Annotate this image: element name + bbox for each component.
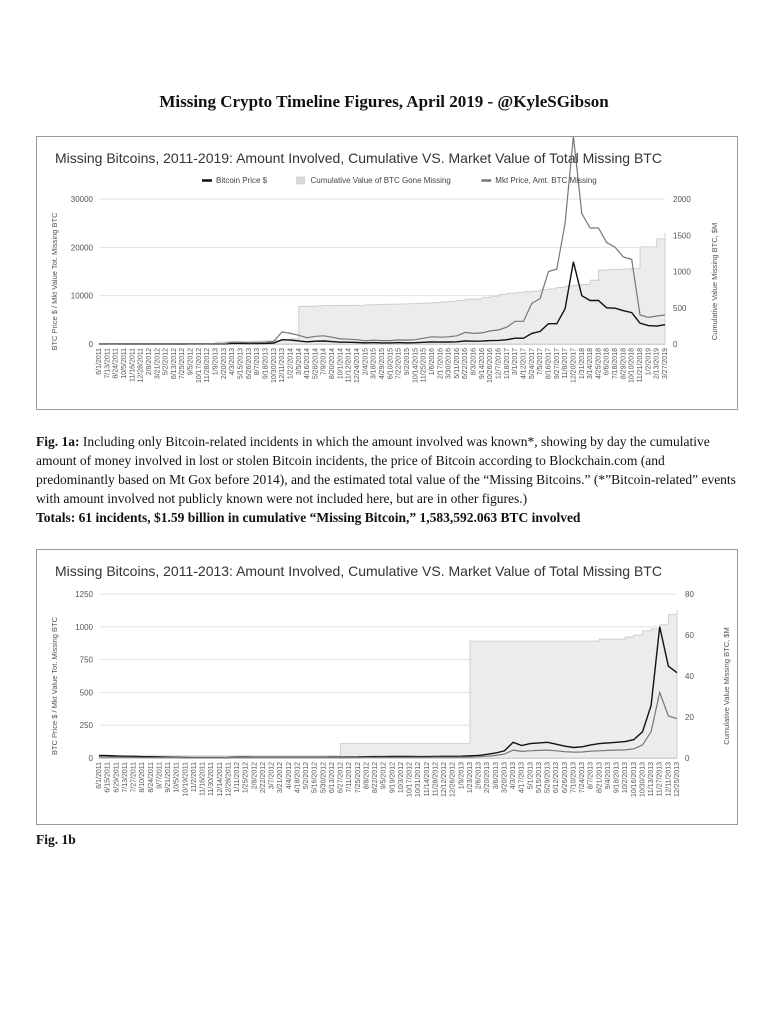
x-tick-label: 11/8/2017 [562,348,570,379]
x-tick-label: 1/25/2012 [242,762,250,794]
x-tick-label: 6/1/2011 [96,762,103,789]
x-tick-label: 1/2/2019 [645,348,653,376]
legend-label: Bitcoin Price $ [216,176,268,185]
x-tick-label: 3/14/2018 [587,348,595,380]
y2-axis-title: Cumulative Value Missing BTC, $M [710,222,719,341]
x-tick-label: 6/27/2012 [337,762,345,794]
x-tick-label: 9/5/2012 [187,348,195,376]
x-tick-label: 6/29/2011 [113,762,121,793]
x-tick-label: 3/30/2016 [445,348,453,380]
x-tick-label: 1/18/2017 [503,348,511,380]
x-tick-label: 5/15/2013 [237,348,245,380]
y2-axis-title: Cumulative Value Missing BTC, $M [722,627,731,745]
x-tick-label: 11/16/2011 [199,762,207,796]
fig1a-caption-text: Including only Bitcoin-related incidents in which the amount involved was known*, showing by day the cumulative amount of money involved in lost or stolen Bitcoin incidents, the price of Bitcoin according to Blockchain.com (and predominantly based on Mt Gox before 2014), and the estimated total value of the “Missing Bitcoins.” (*”Bitcoin-related” events with amount involved not publicly known were not included here, but are in other figures.) [36,434,736,506]
y2-tick-label: 20 [685,713,694,722]
x-tick-label: 5/1/2013 [527,762,535,790]
x-tick-label: 12/11/2013 [279,348,287,383]
y-tick-label: 30000 [70,195,93,204]
x-tick-label: 1/9/2013 [212,348,220,376]
x-tick-label: 11/12/2014 [345,348,353,383]
x-tick-label: 4/3/2013 [229,348,237,376]
x-tick-label: 8/24/2011 [147,762,155,793]
x-tick-label: 10/5/2011 [120,348,128,379]
x-tick-label: 2/20/2013 [220,348,228,380]
x-tick-label: 1/6/2016 [428,348,436,376]
x-tick-label: 4/4/2012 [285,762,293,790]
x-tick-label: 12/24/2014 [354,348,362,384]
x-tick-label: 8/21/2013 [596,762,604,794]
x-tick-label: 1/23/2013 [466,762,474,794]
legend-label: Cumulative Value of BTC Gone Missing [310,176,451,185]
x-tick-label: 4/29/2015 [379,348,386,380]
x-tick-label: 10/10/2018 [628,348,636,384]
x-tick-label: 8/7/2013 [254,348,262,376]
x-tick-label: 7/11/2012 [346,762,354,793]
y-tick-label: 1000 [75,622,93,632]
x-tick-label: 7/9/2014 [320,348,328,376]
x-tick-label: 2/22/2012 [259,762,267,794]
x-tick-label: 6/6/2018 [603,348,611,376]
x-tick-label: 5/28/2014 [312,348,320,380]
x-tick-label: 3/21/2012 [277,762,285,794]
x-tick-label: 12/20/2017 [570,348,578,384]
x-tick-label: 2/13/2019 [653,348,661,380]
x-tick-label: 8/7/2013 [587,762,595,790]
x-tick-label: 12/12/2012 [441,762,449,798]
x-tick-label: 11/30/2011 [208,762,216,796]
x-tick-label: 1/31/2018 [578,348,586,380]
x-tick-label: 8/20/2014 [329,348,337,380]
x-tick-label: 6/26/2013 [561,762,569,794]
y2-tick-label: 40 [685,672,694,681]
x-tick-label: 10/30/2013 [270,348,278,384]
x-tick-label: 9/21/2011 [165,762,173,793]
x-tick-label: 3/27/2019 [662,348,669,380]
y-tick-label: 500 [79,688,93,698]
x-tick-label: 7/13/2011 [104,348,112,379]
x-tick-label: 6/1/2011 [96,348,103,375]
legend-label: Mkt Price, Amt. BTC Missing [495,176,597,185]
x-tick-label: 4/18/2012 [294,762,302,794]
x-tick-label: 10/19/2011 [182,762,190,797]
x-tick-label: 8/16/2017 [545,348,553,380]
y-axis-title: BTC Price $ / Mkt Value Tot. Missing BTC [50,212,59,351]
chart-title: Missing Bitcoins, 2011-2019: Amount Involved, Cumulative VS. Market Value of Total Missing BTC [55,150,662,166]
x-tick-label: 12/28/2011 [137,348,145,383]
x-tick-label: 2/6/2013 [475,762,483,790]
x-tick-label: 10/31/2012 [415,762,423,798]
x-tick-label: 8/10/2011 [139,762,147,793]
x-tick-label: 8/22/2012 [372,762,380,794]
chart-frame-fig1a [36,136,738,410]
x-tick-label: 12/28/2011 [225,762,233,797]
y-tick-label: 0 [88,754,93,763]
x-tick-label: 7/25/2012 [354,762,362,794]
x-tick-label: 7/22/2015 [395,348,403,380]
x-tick-label: 10/2/2013 [622,762,630,794]
fig1a-caption-label: Fig. 1a: [36,434,80,449]
x-tick-label: 11/27/2013 [656,762,664,797]
x-tick-label: 6/13/2012 [328,762,336,794]
x-tick-label: 12/26/2012 [449,762,457,798]
legend-swatch [297,177,305,184]
fig1a-caption [36,432,736,527]
x-tick-label: 2/17/2016 [437,348,445,380]
x-tick-label: 10/17/2012 [195,348,203,384]
x-tick-label: 3/20/2013 [501,762,509,794]
fig1a-totals: Totals: 61 incidents, $1.59 billion in cumulative “Missing Bitcoin,” 1,583,592.063 BTC involved [36,510,581,525]
x-tick-label: 8/29/2018 [620,348,628,380]
x-tick-label: 5/16/2012 [311,762,319,794]
x-tick-label: 10/30/2013 [639,762,647,798]
x-tick-label: 9/27/2017 [553,348,561,380]
x-tick-label: 4/17/2013 [518,762,526,794]
x-tick-label: 6/26/2013 [245,348,253,380]
y-tick-label: 10000 [70,291,93,301]
x-tick-label: 3/7/2012 [268,762,276,790]
x-tick-label: 3/6/2013 [492,762,500,790]
x-tick-label: 10/16/2013 [630,762,638,798]
x-tick-label: 5/2/2012 [162,348,170,376]
chart-fig1a [37,137,737,409]
x-tick-label: 2/4/2015 [362,348,370,376]
x-tick-label: 7/10/2013 [570,762,578,794]
x-tick-label: 10/3/2012 [397,762,405,794]
x-tick-label: 9/2/2015 [403,348,411,376]
x-tick-label: 7/25/2012 [179,348,187,380]
x-tick-label: 3/18/2015 [370,348,378,380]
x-tick-label: 9/4/2013 [604,762,612,790]
x-tick-label: 1/11/2012 [234,762,242,793]
x-tick-label: 7/13/2011 [121,762,129,793]
x-tick-label: 11/28/2012 [432,762,440,797]
x-tick-label: 7/18/2018 [612,348,620,380]
x-tick-label: 6/22/2016 [462,348,470,380]
x-tick-label: 6/10/2015 [387,348,395,380]
x-tick-label: 12/7/2016 [495,348,503,380]
y-tick-label: 1250 [75,590,93,599]
x-tick-label: 5/24/2017 [528,348,536,380]
x-tick-label: 1/22/2014 [287,348,295,380]
x-tick-label: 11/2/2011 [190,762,198,793]
x-tick-label: 11/25/2015 [420,348,428,383]
y2-tick-label: 0 [685,754,690,763]
x-tick-label: 5/15/2013 [535,762,543,794]
x-tick-label: 7/27/2011 [130,762,138,793]
y2-tick-label: 80 [685,590,694,599]
chart-title: Missing Bitcoins, 2011-2013: Amount Involved, Cumulative VS. Market Value of Total Missing BTC [55,563,662,579]
fig1b-label: Fig. 1b [36,832,76,847]
x-tick-label: 8/24/2011 [112,348,120,379]
x-tick-label: 9/5/2012 [380,762,388,790]
x-tick-label: 10/5/2011 [173,762,181,793]
chart-frame-fig1b [36,549,738,825]
x-tick-label: 10/1/2014 [337,348,345,380]
x-tick-label: 5/29/2013 [544,762,552,794]
y2-tick-label: 2000 [673,195,691,204]
x-tick-label: 9/18/2013 [262,348,270,380]
chart-fig1b [37,550,737,824]
document-title: Missing Crypto Timeline Figures, April 2019 - @KyleSGibson [159,92,609,111]
x-tick-label: 4/16/2014 [304,348,312,380]
x-tick-label: 11/21/2018 [637,348,645,383]
x-tick-label: 1/9/2013 [458,762,466,790]
x-tick-label: 4/3/2013 [510,762,518,790]
x-tick-label: 4/25/2018 [595,348,603,380]
y2-tick-label: 60 [685,631,694,640]
x-tick-label: 8/8/2012 [363,762,371,790]
y2-tick-label: 1000 [673,267,691,277]
y-tick-label: 20000 [70,243,93,253]
x-tick-label: 11/13/2013 [648,762,656,797]
x-tick-label: 3/21/2012 [154,348,162,380]
x-tick-label: 6/15/2011 [104,762,112,793]
x-tick-label: 3/5/2014 [295,348,303,376]
x-tick-label: 6/13/2012 [170,348,178,380]
x-tick-label: 2/8/2012 [251,762,259,790]
x-tick-label: 5/2/2012 [303,762,311,790]
x-tick-label: 12/11/2013 [665,762,673,797]
y2-tick-label: 500 [673,303,687,313]
y2-tick-label: 0 [673,340,678,349]
y-tick-label: 750 [79,655,93,665]
area-series-cumulative [99,610,677,758]
x-tick-label: 9/18/2013 [613,762,621,794]
x-tick-label: 12/14/2011 [216,762,224,797]
y2-tick-label: 1500 [673,231,691,241]
x-tick-label: 12/25/2013 [674,762,681,798]
x-tick-label: 2/20/2013 [484,762,492,794]
y-tick-label: 250 [79,721,93,731]
x-tick-label: 2/8/2012 [145,348,153,376]
x-tick-label: 10/26/2016 [487,348,495,384]
x-tick-label: 11/14/2012 [423,762,431,797]
x-tick-label: 10/17/2012 [406,762,414,798]
x-tick-label: 7/24/2013 [579,762,587,794]
x-tick-label: 9/14/2016 [478,348,486,380]
x-tick-label: 10/14/2015 [412,348,420,384]
x-tick-label: 5/11/2016 [453,348,461,379]
y-tick-label: 0 [88,340,93,349]
x-tick-label: 5/30/2012 [320,762,328,794]
x-tick-label: 11/28/2012 [204,348,212,383]
y-axis-title: BTC Price $ / Mkt Value Tot. Missing BTC [50,616,59,756]
x-tick-label: 3/1/2017 [512,348,520,376]
x-tick-label: 8/3/2016 [470,348,478,376]
x-tick-label: 9/7/2011 [156,762,164,789]
x-tick-label: 11/16/2011 [129,348,137,382]
x-tick-label: 4/12/2017 [520,348,528,380]
x-tick-label: 6/12/2013 [553,762,561,794]
x-tick-label: 9/19/2012 [389,762,397,794]
x-tick-label: 7/5/2017 [537,348,545,376]
